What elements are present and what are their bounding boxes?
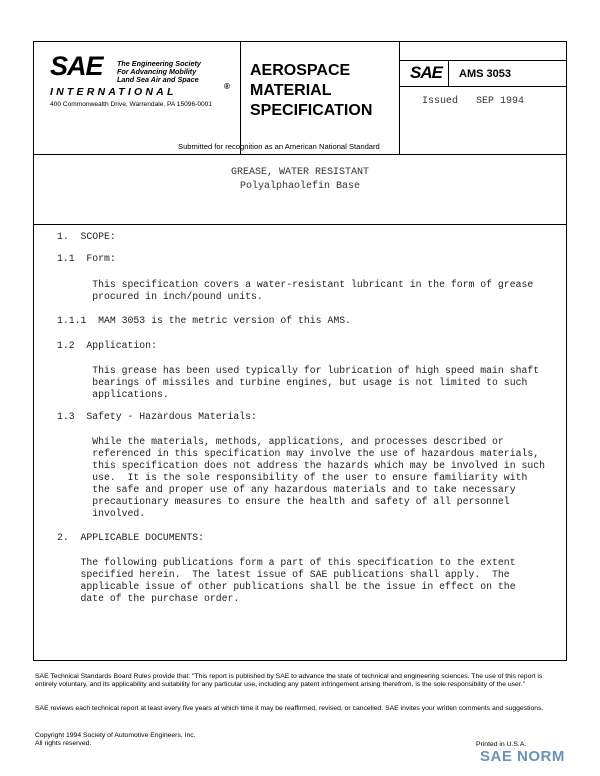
header-bottom-line bbox=[33, 154, 567, 155]
body-line: 1.1 Form: bbox=[57, 253, 116, 264]
tagline-line-1: The Engineering Society bbox=[117, 59, 201, 68]
body-line: use. It is the sole responsibility of the user to ensure familiarity with bbox=[57, 472, 528, 483]
body-line: the safe and proper use of any hazardous materials and to take necessary bbox=[57, 484, 516, 495]
body-line: 1.1.1 MAM 3053 is the metric version of this AMS. bbox=[57, 315, 351, 326]
sae-logo: SAE bbox=[50, 51, 103, 81]
sae-logo-small: SAE bbox=[410, 63, 442, 82]
sae-international: INTERNATIONAL bbox=[50, 86, 177, 98]
document-title bbox=[0, 166, 600, 194]
footer-printed: Printed in U.S.A. bbox=[476, 741, 527, 748]
spec-title-line-2: MATERIAL bbox=[250, 82, 332, 99]
body-line: specified herein. The latest issue of SAE publications shall apply. The bbox=[57, 569, 510, 580]
body-line: precautionary measures to ensure the health and safety of all personnel bbox=[57, 496, 510, 507]
header-divider-left bbox=[240, 41, 241, 154]
submitted-note: Submitted for recognition as an American National Standard bbox=[178, 142, 380, 151]
footer-review: SAE reviews each technical report at least every five years at which time it may be reaffirmed, revised, or cancelled. SAE invites your written comments and suggestions. bbox=[35, 705, 544, 712]
footer-rules: SAE Technical Standards Board Rules provide that: "This report is published by SAE to advance the state of technical and engineering sciences. The use of this report is entirely voluntary, and its applicability and suitability for any particular use, including any patent infringement arising therefrom, is the sole responsibility of the user." bbox=[35, 673, 543, 689]
document-title-line-2: Polyalphaolefin Base bbox=[239, 181, 361, 192]
docnum-bottom-line bbox=[399, 86, 567, 87]
body-line: referenced in this specification may involve the use of hazardous materials, bbox=[57, 448, 540, 459]
body-line: involved. bbox=[57, 508, 146, 519]
tagline-line-3: Land Sea Air and Space bbox=[117, 75, 199, 85]
tagline-line-2: For Advancing Mobility bbox=[117, 67, 197, 77]
footer-rights: All rights reserved. bbox=[35, 740, 92, 747]
body-line: procured in inch/pound units. bbox=[57, 291, 263, 302]
doc-number: AMS 3053 bbox=[459, 68, 511, 80]
docnum-top-line bbox=[399, 60, 567, 61]
body-line: This grease has been used typically for lubrication of high speed main shaft bbox=[57, 365, 540, 376]
body-line: bearings of missiles and turbine engines, but usage is not limited to such bbox=[57, 377, 528, 388]
sae-address: 400 Commonwealth Drive, Warrendale, PA 15096-0001 bbox=[50, 101, 212, 108]
body-line: 2. APPLICABLE DOCUMENTS: bbox=[57, 532, 204, 543]
sae-tagline bbox=[117, 60, 201, 85]
docnum-divider bbox=[448, 60, 449, 86]
body-line: This specification covers a water-resistant lubricant in the form of grease bbox=[57, 279, 534, 290]
body-line: date of the purchase order. bbox=[57, 593, 240, 604]
body-line: 1. SCOPE: bbox=[57, 231, 116, 242]
body-line: applications. bbox=[57, 389, 169, 400]
footer-copyright: Copyright 1994 Society of Automotive Engineers, Inc. bbox=[35, 732, 196, 739]
issued-date: Issued SEP 1994 bbox=[422, 96, 525, 107]
body-line: applicable issue of other publications shall be the issue in effect on the bbox=[57, 581, 516, 592]
spec-title-line-1: AEROSPACE bbox=[250, 62, 351, 79]
registered-mark: ® bbox=[224, 82, 230, 91]
title-bottom-line bbox=[33, 224, 567, 225]
body-line: The following publications form a part of this specification to the extent bbox=[57, 557, 516, 568]
spec-title-line-3: SPECIFICATION bbox=[250, 102, 373, 119]
header-divider-right bbox=[399, 41, 400, 154]
body-line: 1.2 Application: bbox=[57, 340, 157, 351]
document-title-line-1: GREASE, WATER RESISTANT bbox=[230, 167, 370, 178]
body-line: this specification does not address the hazards which may be involved in such bbox=[57, 460, 545, 471]
body-line: While the materials, methods, applications, and processes described or bbox=[57, 436, 504, 447]
body-line: 1.3 Safety - Hazardous Materials: bbox=[57, 411, 257, 422]
spec-title bbox=[250, 61, 372, 121]
sae-norm-watermark: SAE NORM bbox=[480, 748, 565, 765]
